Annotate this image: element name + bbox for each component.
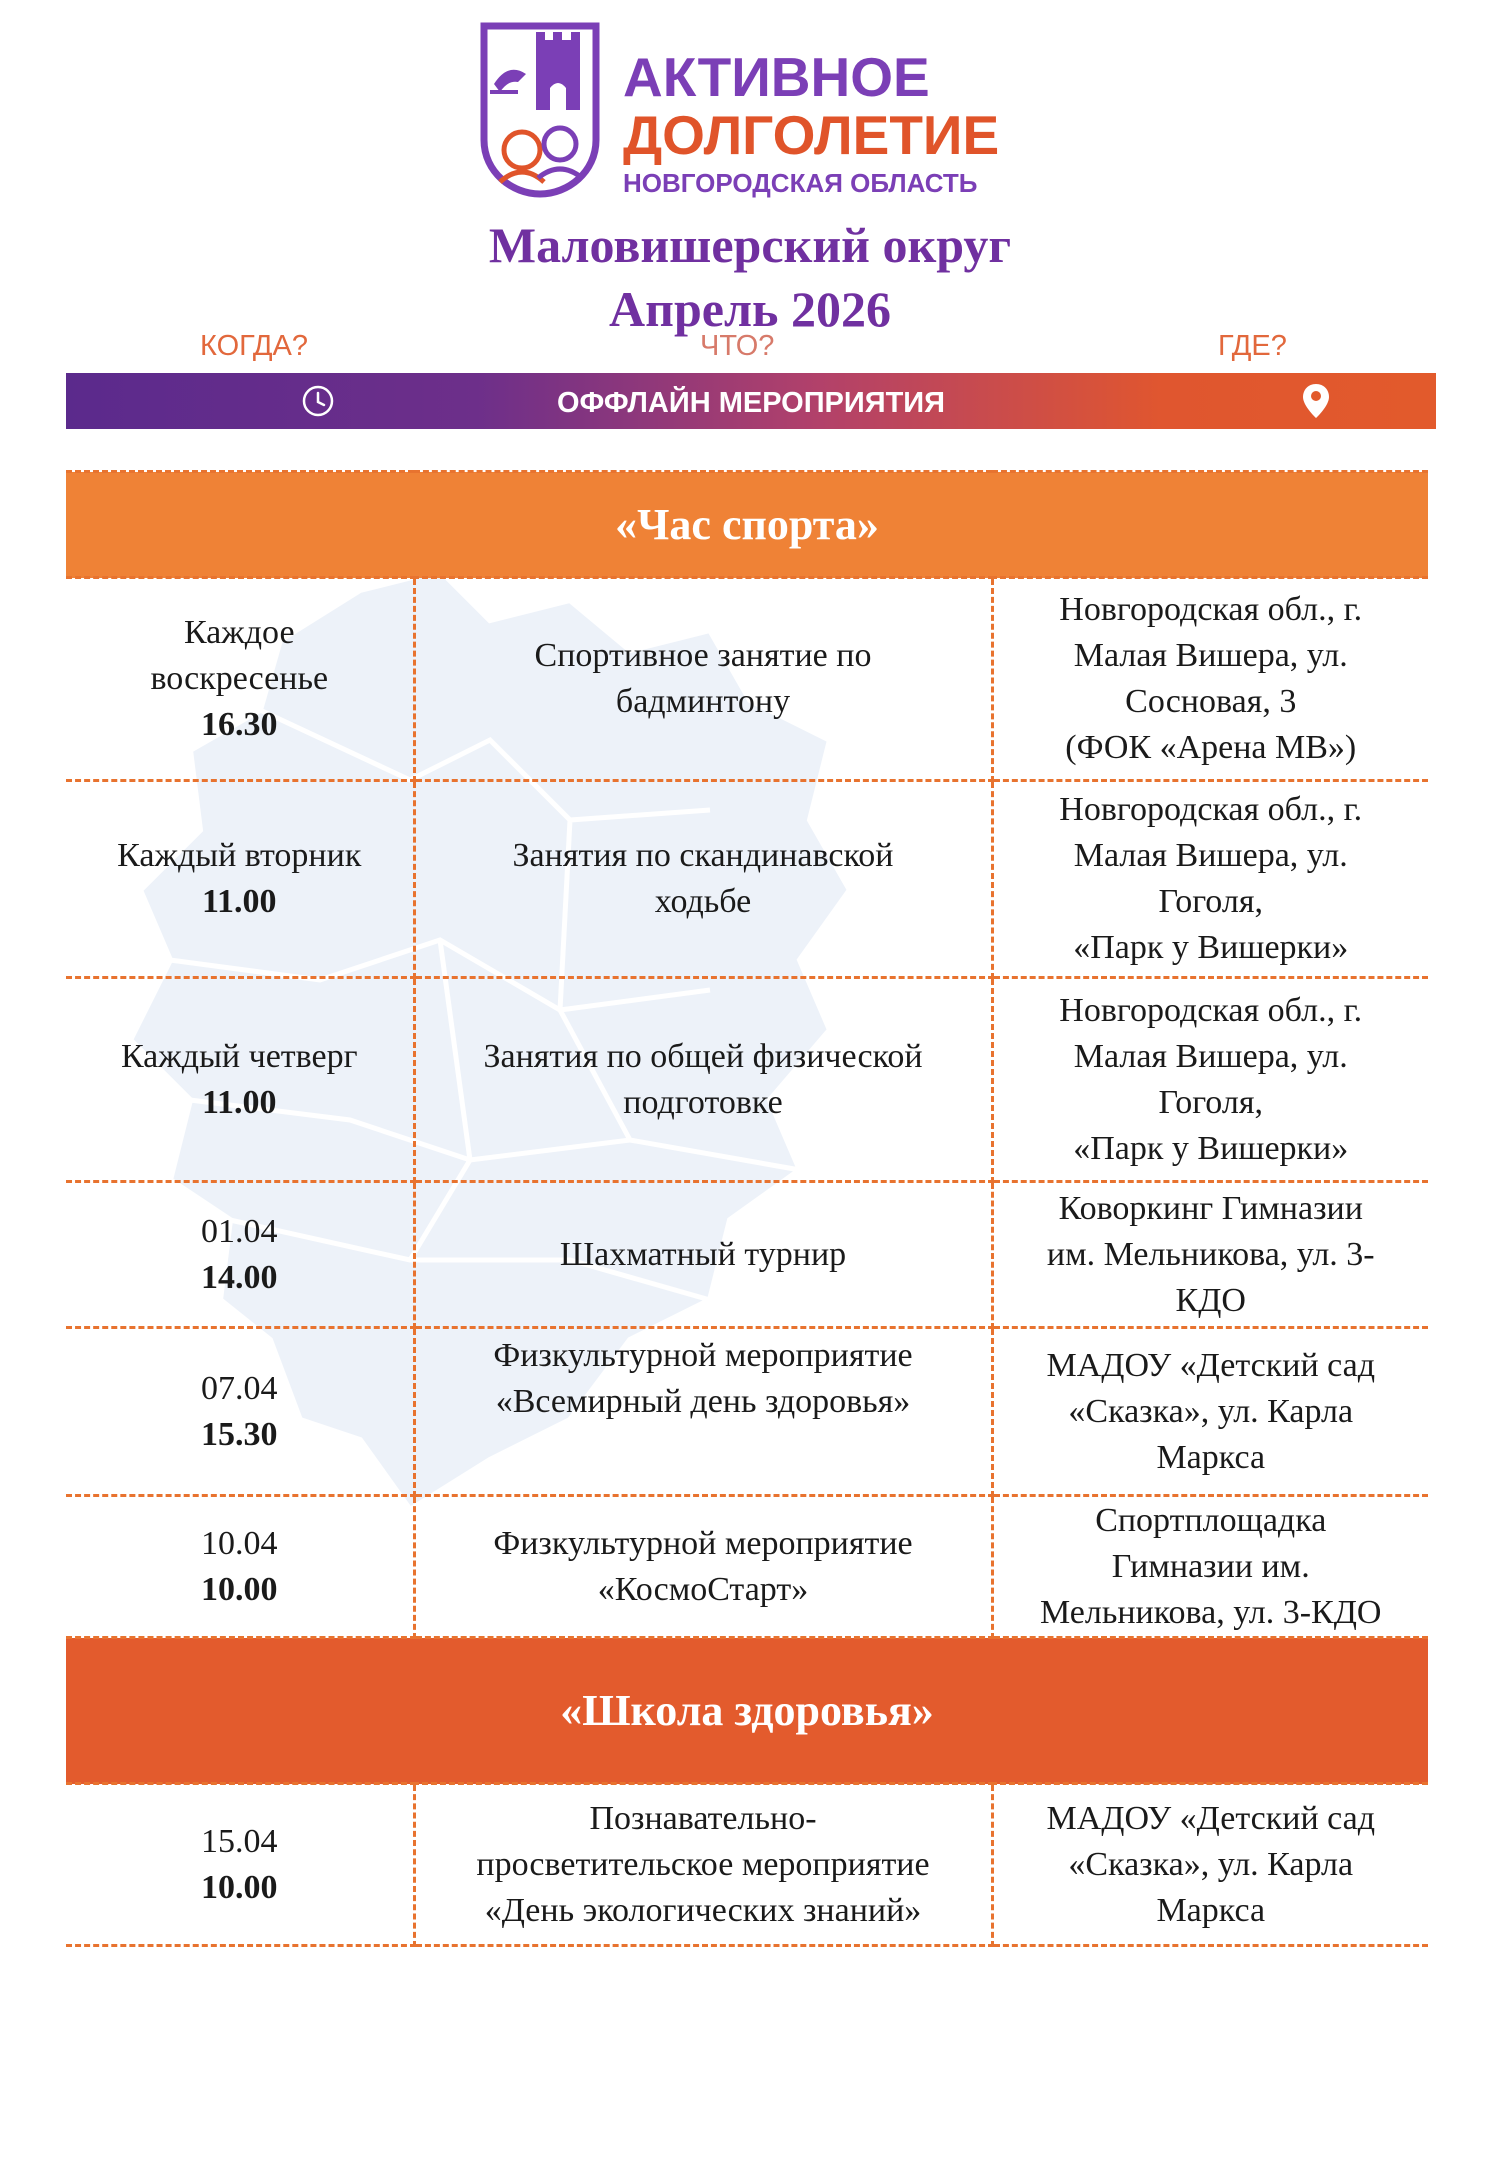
time-text: 11.00 xyxy=(201,883,277,920)
place-text: «Парк у Вишерки» xyxy=(1073,1129,1349,1167)
when-cell xyxy=(66,578,414,781)
logo xyxy=(478,22,1038,202)
place-text: Малая Вишера, ул. xyxy=(1073,1037,1348,1075)
time-text: 14.00 xyxy=(201,1258,278,1296)
table-row xyxy=(66,1784,1428,1946)
place-text: КДО xyxy=(1175,1281,1246,1319)
place-text: (ФОК «Арена МВ») xyxy=(1065,729,1357,766)
time-text: 11.00 xyxy=(201,1083,277,1121)
when-text: 10.04 xyxy=(201,1524,278,1562)
month-title: Апрель 2026 xyxy=(609,281,891,337)
place-text: Гимназии им. xyxy=(1111,1547,1310,1585)
place-text: Коворкинг Гимназии xyxy=(1058,1189,1363,1227)
when-cell xyxy=(66,978,414,1182)
when-text: 15.04 xyxy=(201,1822,278,1860)
place-text: Спортплощадка xyxy=(1095,1501,1327,1539)
section-header xyxy=(66,472,1428,578)
tower-bird-elders-icon xyxy=(478,22,602,198)
event-text: Спортивное занятие по xyxy=(534,637,872,674)
what-cell xyxy=(414,781,992,978)
event-text: бадминтону xyxy=(615,683,791,720)
place-text: «Парк у Вишерки» xyxy=(1073,929,1349,966)
when-cell xyxy=(66,1182,414,1328)
time-text: 16.30 xyxy=(201,706,278,743)
when-label: КОГДА? xyxy=(200,330,308,362)
place-text: Новгородская обл., г. xyxy=(1059,791,1363,828)
event-text: подготовке xyxy=(623,1083,783,1121)
what-cell xyxy=(414,1182,992,1328)
where-cell xyxy=(992,1496,1428,1638)
what-label: ЧТО? xyxy=(700,330,775,362)
event-text: Познавательно- xyxy=(589,1799,817,1837)
place-text: МАДОУ «Детский сад xyxy=(1046,1799,1376,1837)
logo-line-1: АКТИВНОЕ xyxy=(623,46,930,108)
place-text: Гоголя, xyxy=(1158,883,1263,920)
what-cell xyxy=(414,578,992,781)
when-text: 01.04 xyxy=(201,1212,278,1250)
table-row xyxy=(66,978,1428,1182)
logo-line-2: ДОЛГОЛЕТИЕ xyxy=(623,104,1000,166)
section-title: «Час спорта» xyxy=(66,472,1428,578)
where-cell xyxy=(992,1182,1428,1328)
event-text: Физкультурной мероприятие xyxy=(493,1524,913,1562)
when-cell xyxy=(66,1496,414,1638)
where-cell xyxy=(992,578,1428,781)
what-cell xyxy=(414,1496,992,1638)
when-text: Каждый четверг xyxy=(120,1037,358,1075)
place-text: Гоголя, xyxy=(1158,1083,1263,1121)
where-cell xyxy=(992,781,1428,978)
event-text: Шахматный турнир xyxy=(559,1235,847,1273)
event-text: просветительское мероприятие xyxy=(476,1845,930,1883)
when-text: воскресенье xyxy=(150,660,329,697)
place-text: «Сказка», ул. Карла xyxy=(1068,1392,1354,1430)
time-text: 10.00 xyxy=(201,1868,278,1906)
event-text: Занятия по скандинавской xyxy=(512,837,894,874)
place-text: МАДОУ «Детский сад xyxy=(1046,1346,1376,1384)
place-text: им. Мельникова, ул. 3- xyxy=(1046,1235,1375,1273)
table-row xyxy=(66,578,1428,781)
logo-text xyxy=(623,48,999,200)
location-pin-icon xyxy=(1301,382,1331,420)
event-text: Физкультурной мероприятие xyxy=(493,1337,913,1374)
when-cell xyxy=(66,1784,414,1946)
when-text: Каждое xyxy=(183,614,295,651)
place-text: Малая Вишера, ул. xyxy=(1073,637,1348,674)
place-text: Маркса xyxy=(1156,1438,1266,1476)
where-label: ГДЕ? xyxy=(1218,330,1287,362)
where-cell xyxy=(992,1328,1428,1496)
table-row xyxy=(66,781,1428,978)
when-cell xyxy=(66,1328,414,1496)
section-title: «Школа здоровья» xyxy=(66,1638,1428,1784)
place-text: Новгородская обл., г. xyxy=(1059,591,1363,628)
table-row xyxy=(66,1182,1428,1328)
when-text: 07.04 xyxy=(201,1369,278,1407)
time-text: 15.30 xyxy=(201,1415,278,1453)
event-text: «Всемирный день здоровья» xyxy=(495,1383,911,1420)
when-text: Каждый вторник xyxy=(117,837,362,874)
event-text: «КосмоСтарт» xyxy=(597,1570,809,1608)
time-text: 10.00 xyxy=(201,1570,278,1608)
where-cell xyxy=(992,1784,1428,1946)
when-cell xyxy=(66,781,414,978)
event-text: «День экологических знаний» xyxy=(484,1891,922,1929)
offline-events-banner xyxy=(66,373,1436,429)
what-cell xyxy=(414,1784,992,1946)
event-text: ходьбе xyxy=(654,883,752,920)
schedule-table xyxy=(66,470,1428,1947)
logo-line-3: НОВГОРОДСКАЯ ОБЛАСТЬ xyxy=(623,168,978,198)
what-cell xyxy=(414,1328,992,1496)
place-text: Маркса xyxy=(1156,1891,1266,1929)
table-row xyxy=(66,1328,1428,1496)
table-row xyxy=(66,1496,1428,1638)
place-text: «Сказка», ул. Карла xyxy=(1068,1845,1354,1883)
event-text: Занятия по общей физической xyxy=(483,1037,923,1075)
place-text: Мельникова, ул. 3-КДО xyxy=(1040,1593,1382,1631)
section-header xyxy=(66,1638,1428,1784)
place-text: Малая Вишера, ул. xyxy=(1073,837,1348,874)
place-text: Новгородская обл., г. xyxy=(1059,991,1363,1029)
district-title: Маловишерский округ xyxy=(488,217,1012,273)
where-cell xyxy=(992,978,1428,1182)
banner-text: ОФФЛАЙН МЕРОПРИЯТИЯ xyxy=(556,387,945,419)
place-text: Сосновая, 3 xyxy=(1125,683,1297,720)
what-cell xyxy=(414,978,992,1182)
